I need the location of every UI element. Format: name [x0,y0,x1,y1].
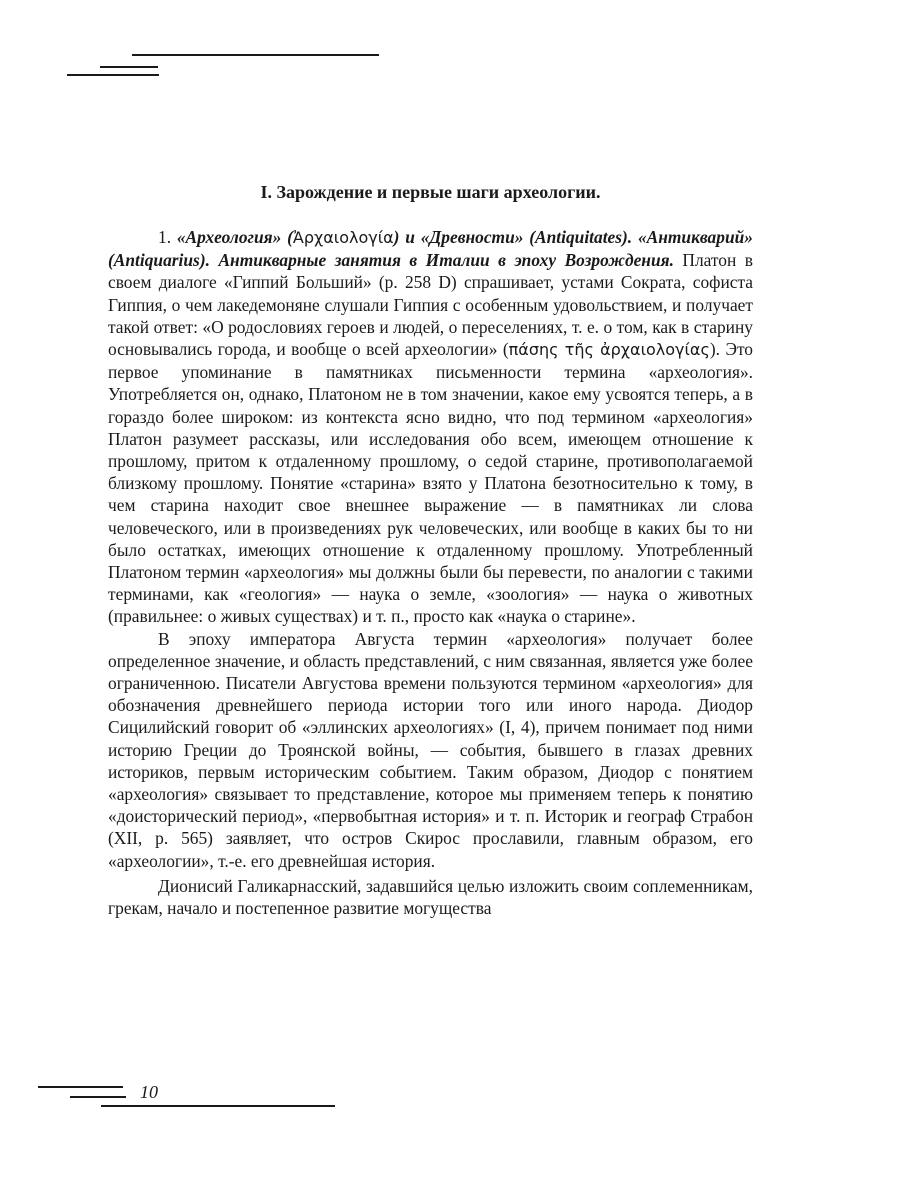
page-number: 10 [140,1082,158,1102]
footer-rule-top [38,1086,123,1088]
paragraph-1-text-a: Платон в своем диалоге «Гиппий Больший» (p. 258 D) спрашивает, устами Сократа, софиста Гиппия, о чем лакедемоняне слушали Гиппия с особенным удовольствием, и получает такой ответ: «О родословиях героев и людей, о переселениях, т. е. о том, как в старину основывались города, и вообще о всей археологии» ( [108,250,754,360]
footer-rule-long [101,1105,335,1107]
lead-part-1: «Археология» ( [176,227,293,247]
header-rule-short [100,66,158,68]
lead-greek-term: Ἀρχαιολογία [292,228,394,247]
header-rule-medium [67,74,159,76]
paragraph-2: В эпоху императора Августа термин «археология» получает более определенное значение, и область представлений, с ним связанная, является уже более ограниченною. Писатели Августова времени пользуются термином «археология» для обозначения древнейшего периода истории того или иного народа. Диодор Сицилийский говорит об «эллинских археологиях» (I, 4), причем понимает под ними историю Греции до Троянской войны, — события, бывшего в глазах древних историков, первым историческим событием. Таким образом, Диодор с понятием «археология» связывает то представление, которое мы применяем теперь к понятию «доисторический период», «первобытная история» и т. п. Историк и географ Страбон (XII, p. 565) заявляет, что остров Скирос прославили, главным образом, его «археологии», т.-е. его древнейшая история. [108,628,753,871]
lead-part-2: ) и «Древности» (Antiquitates). «Антикварий» (Antiquarius). Антикварные занятия в Италии в эпоху Возрождения. [108,227,753,271]
body-text [108,226,753,919]
section-number: 1. [158,227,172,247]
header-rule-long [132,54,379,56]
paragraph-1 [108,226,753,628]
section-lead [108,227,753,270]
footer-rule-middle [70,1096,126,1098]
chapter-heading: I. Зарождение и первые шаги археологии. [260,182,601,202]
paragraph-3: Дионисий Галикарнасский, задавшийся целью изложить своим соплеменникам, грекам, начало и постепенное развитие могущества [108,875,753,919]
paragraph-1-text-b: ). Это первое упоминание в памятниках письменности термина «археология». Употребляется он, однако, Платоном не в том значении, какое ему усвоятся теперь, а в гораздо более широком: из контекста ясно видно, что под термином «археология» Платон разумеет рассказы, или исследования обо всем, имеющем отношение к прошлому, притом к отдаленному прошлому, о седой старине, противополагаемой близкому прошлому. Понятие «старина» взято у Платона безотносительно к тому, в чем старина находит свое внешнее выражение — в памятниках ли слова человеческого, или в произведениях рук человеческих, или вообще в каких бы то ни было остатках, имеющих отношение к отдаленному прошлому. Употребленный Платоном термин «археология» мы должны были бы перевести, по аналогии с такими терминами, как «геология» — наука о земле, «зоология» — наука о животных (правильнее: о живых существах) и т. п., просто как «наука о старине». [108,339,754,627]
greek-quote: πάσης τῆς ἀρχαιολογίας [508,340,710,360]
